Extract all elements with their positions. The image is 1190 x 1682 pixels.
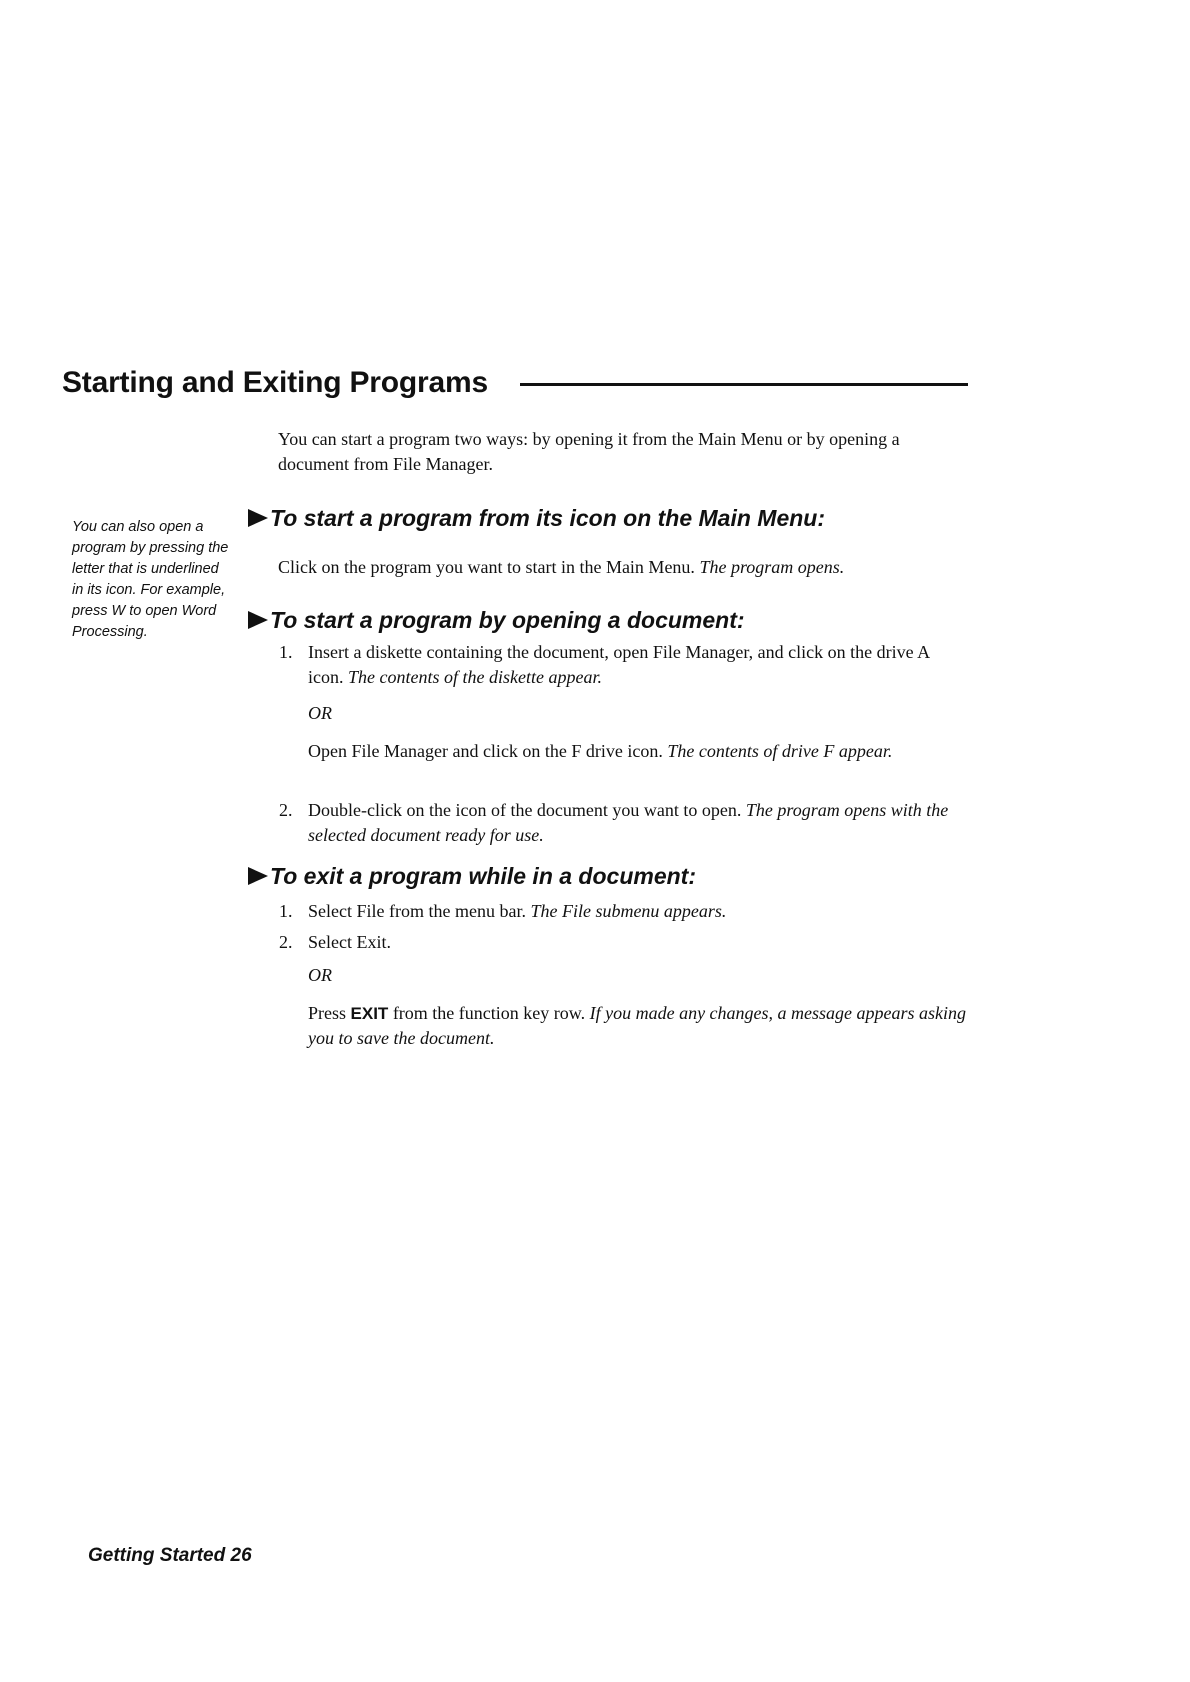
- step-number: 1.: [279, 901, 293, 921]
- result-text: The File submenu appears.: [530, 901, 727, 921]
- alternative-text: [308, 1001, 968, 1051]
- exit-key-label: EXIT: [350, 1004, 389, 1023]
- alternative-text: [308, 739, 968, 764]
- step-number: 2.: [279, 932, 293, 952]
- instruction-text: Double-click on the icon of the document you want to open.: [308, 800, 742, 820]
- sidebar-note: You can also open a program by pressing the letter that is underlined in its icon. For example, press W to open Word Processing.: [72, 519, 229, 640]
- arrow-right-icon: [248, 611, 268, 629]
- title-rule: [520, 383, 968, 386]
- step-text: [308, 640, 968, 690]
- step-text: Select Exit.: [308, 932, 391, 952]
- arrow-right-icon: [248, 509, 268, 527]
- page-number: 26: [230, 1545, 252, 1566]
- section-heading-text: To exit a program while in a document:: [270, 863, 696, 889]
- or-label: OR: [308, 965, 332, 985]
- instruction-text: from the function key row.: [392, 1003, 586, 1023]
- result-text: The contents of the diskette appear.: [348, 667, 602, 687]
- instruction-text: Insert a diskette containing the document, open File Manager, and click on the drive A icon.: [308, 642, 930, 687]
- result-text: The program opens with the selected document ready for use.: [308, 800, 949, 845]
- footer-label: Getting Started: [88, 1545, 226, 1566]
- section-paragraph: [278, 555, 978, 580]
- instruction-text: Select File from the menu bar.: [308, 901, 526, 921]
- step-number: 2.: [279, 800, 293, 820]
- section-heading-text: To start a program by opening a document:: [270, 607, 745, 633]
- arrow-right-icon: [248, 867, 268, 885]
- section-heading-text: To start a program from its icon on the Main Menu:: [270, 505, 826, 531]
- instruction-text: Open File Manager and click on the F drive icon.: [308, 741, 663, 761]
- instruction-text: Press: [308, 1003, 347, 1023]
- section-heading-main-menu: [248, 505, 825, 532]
- step-number: 1.: [279, 642, 293, 662]
- instruction-text: Click on the program you want to start in the Main Menu.: [278, 557, 695, 577]
- result-text: If you made any changes, a message appears asking you to save the document.: [308, 1003, 967, 1048]
- step-text: [308, 899, 968, 924]
- section-heading-exit-program: [248, 863, 696, 890]
- result-text: The program opens.: [699, 557, 845, 577]
- or-label: OR: [308, 703, 332, 723]
- intro-paragraph: You can start a program two ways: by opening it from the Main Menu or by opening a document from File Manager.: [278, 429, 900, 474]
- section-heading-open-document: [248, 607, 745, 634]
- step-text: [308, 798, 978, 848]
- result-text: The contents of drive F appear.: [667, 741, 893, 761]
- page-title: Starting and Exiting Programs: [62, 366, 488, 399]
- page-footer: [88, 1545, 252, 1567]
